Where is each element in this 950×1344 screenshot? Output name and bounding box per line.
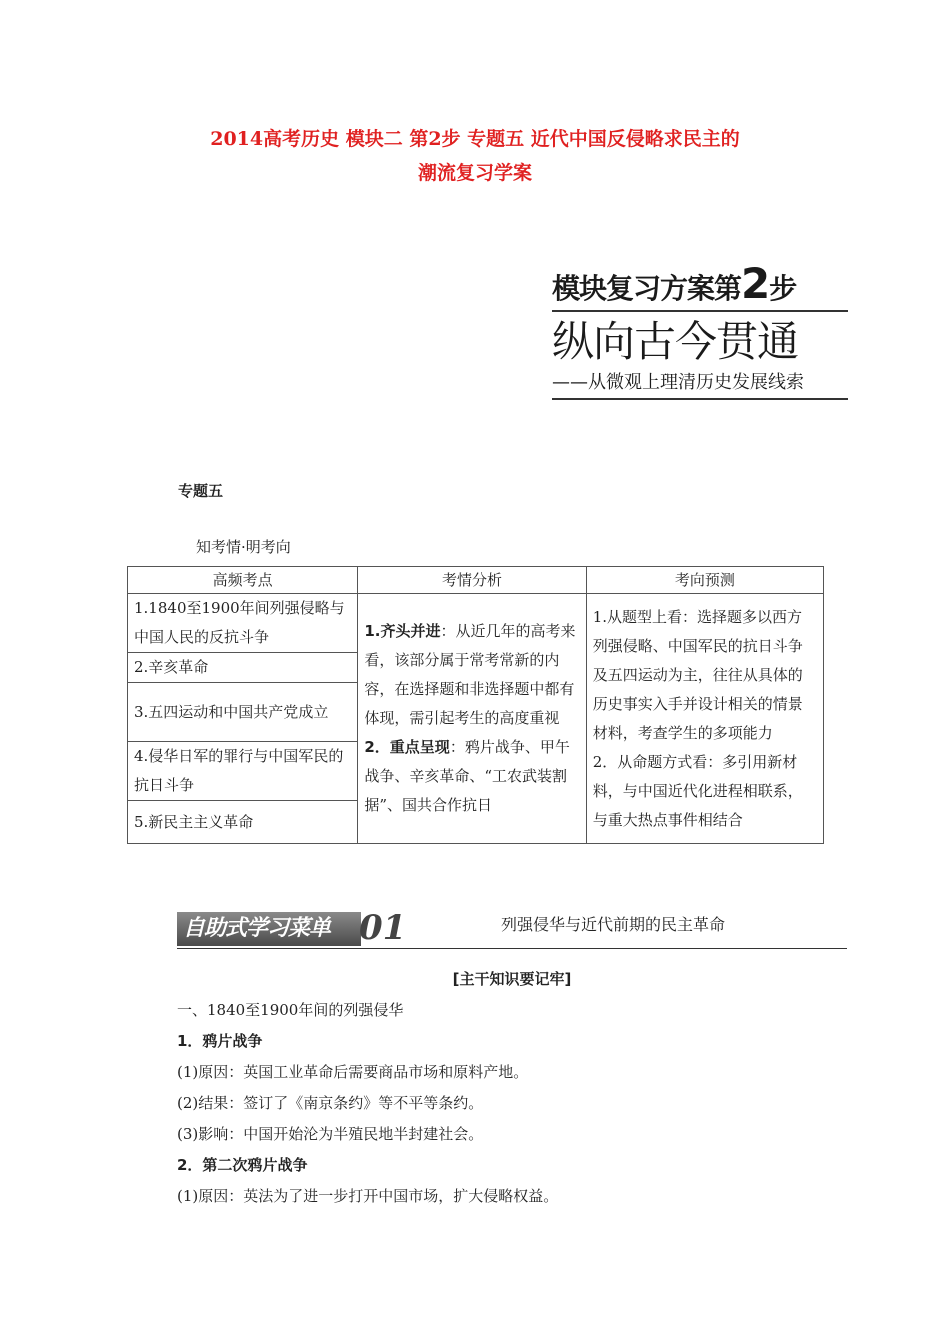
study-menu-tag: 自助式学习菜单 xyxy=(177,912,361,946)
banner-rule xyxy=(552,310,848,312)
analysis-item-2-text: ：鸦片战争、甲午战争、辛亥革命、“工农武装割据”、国共合作抗日 xyxy=(364,738,570,814)
content-line: (1)原因：英法为了进一步打开中国市场，扩大侵略权益。 xyxy=(177,1187,559,1205)
table-header-forecast: 考向预测 xyxy=(586,567,823,594)
analysis-item-2 xyxy=(364,733,579,820)
document-title-line1: 2014高考历史 模块二 第2步 专题五 近代中国反侵略求民主的 xyxy=(210,128,740,150)
content-item-title: 1．鸦片战争 xyxy=(177,1032,263,1050)
know-label: 知考情·明考向 xyxy=(196,538,291,556)
topic-label: 专题五 xyxy=(178,482,224,500)
analysis-item-1 xyxy=(364,617,579,733)
table-cell-point: 4.侵华日军的罪行与中国军民的抗日斗争 xyxy=(128,742,358,801)
table-cell-point: 2.辛亥革命 xyxy=(128,653,358,683)
banner-headline: 纵向古今贯通 xyxy=(552,317,799,366)
table-cell-point: 5.新民主主义革命 xyxy=(128,801,358,844)
content-line: (1)原因：英国工业革命后需要商品市场和原料产地。 xyxy=(177,1063,529,1081)
table-header-points: 高频考点 xyxy=(128,567,358,594)
table-header-row xyxy=(128,567,824,594)
analysis-item-1-key: 1.齐头并进 xyxy=(364,622,441,640)
forecast-item-1: 1.从题型上看：选择题多以西方列强侵略、中国军民的抗日斗争及五四运动为主，往往从具体的历史事实入手并设计相关的情景材料，考查学生的多项能力 xyxy=(592,607,803,742)
table-cell-point: 3.五四运动和中国共产党成立 xyxy=(128,683,358,742)
study-menu-header xyxy=(177,908,847,949)
content-line: (3)影响：中国开始沦为半殖民地半封建社会。 xyxy=(177,1125,484,1143)
forecast-item-2: 2．从命题方式看：多引用新材料，与中国近代化进程相联系，与重大热点事件相结合 xyxy=(592,752,803,829)
content-line: (2)结果：签订了《南京条约》等不平等条约。 xyxy=(177,1094,484,1112)
banner-step-prefix: 模块复习方案第 xyxy=(552,272,742,305)
study-menu-section-title: 列强侵华与近代前期的民主革命 xyxy=(501,915,726,934)
table-row xyxy=(128,594,824,653)
content-part-title: 一、1840至1900年间的列强侵华 xyxy=(177,1001,404,1019)
content-item-title: 2．第二次鸦片战争 xyxy=(177,1156,308,1174)
banner-step-suffix: 步 xyxy=(769,272,797,305)
table-cell-forecast xyxy=(586,594,823,844)
banner-step-heading xyxy=(552,259,848,308)
banner-step-number: 2 xyxy=(741,259,770,308)
document-title-line2: 潮流复习学案 xyxy=(417,162,532,184)
table-cell-point: 1.1840至1900年间列强侵略与中国人民的反抗斗争 xyxy=(128,594,358,653)
banner-subline: ——从微观上理清历史发展线索 xyxy=(552,372,804,393)
module-banner xyxy=(552,259,848,400)
table-cell-analysis xyxy=(358,594,586,844)
content-heading: [主干知识要记牢] xyxy=(452,970,572,988)
study-menu-number: 01 xyxy=(359,908,407,948)
exam-analysis-table xyxy=(127,566,824,844)
content-body xyxy=(177,964,847,1212)
table-header-analysis: 考情分析 xyxy=(358,567,586,594)
banner-rule-bottom xyxy=(552,398,848,400)
analysis-item-2-key: 2．重点呈现 xyxy=(364,738,450,756)
analysis-item-1-text: ：从近几年的高考来看，该部分属于常考常新的内容，在选择题和非选择题中都有体现，需引起考生的高度重视 xyxy=(364,622,576,727)
